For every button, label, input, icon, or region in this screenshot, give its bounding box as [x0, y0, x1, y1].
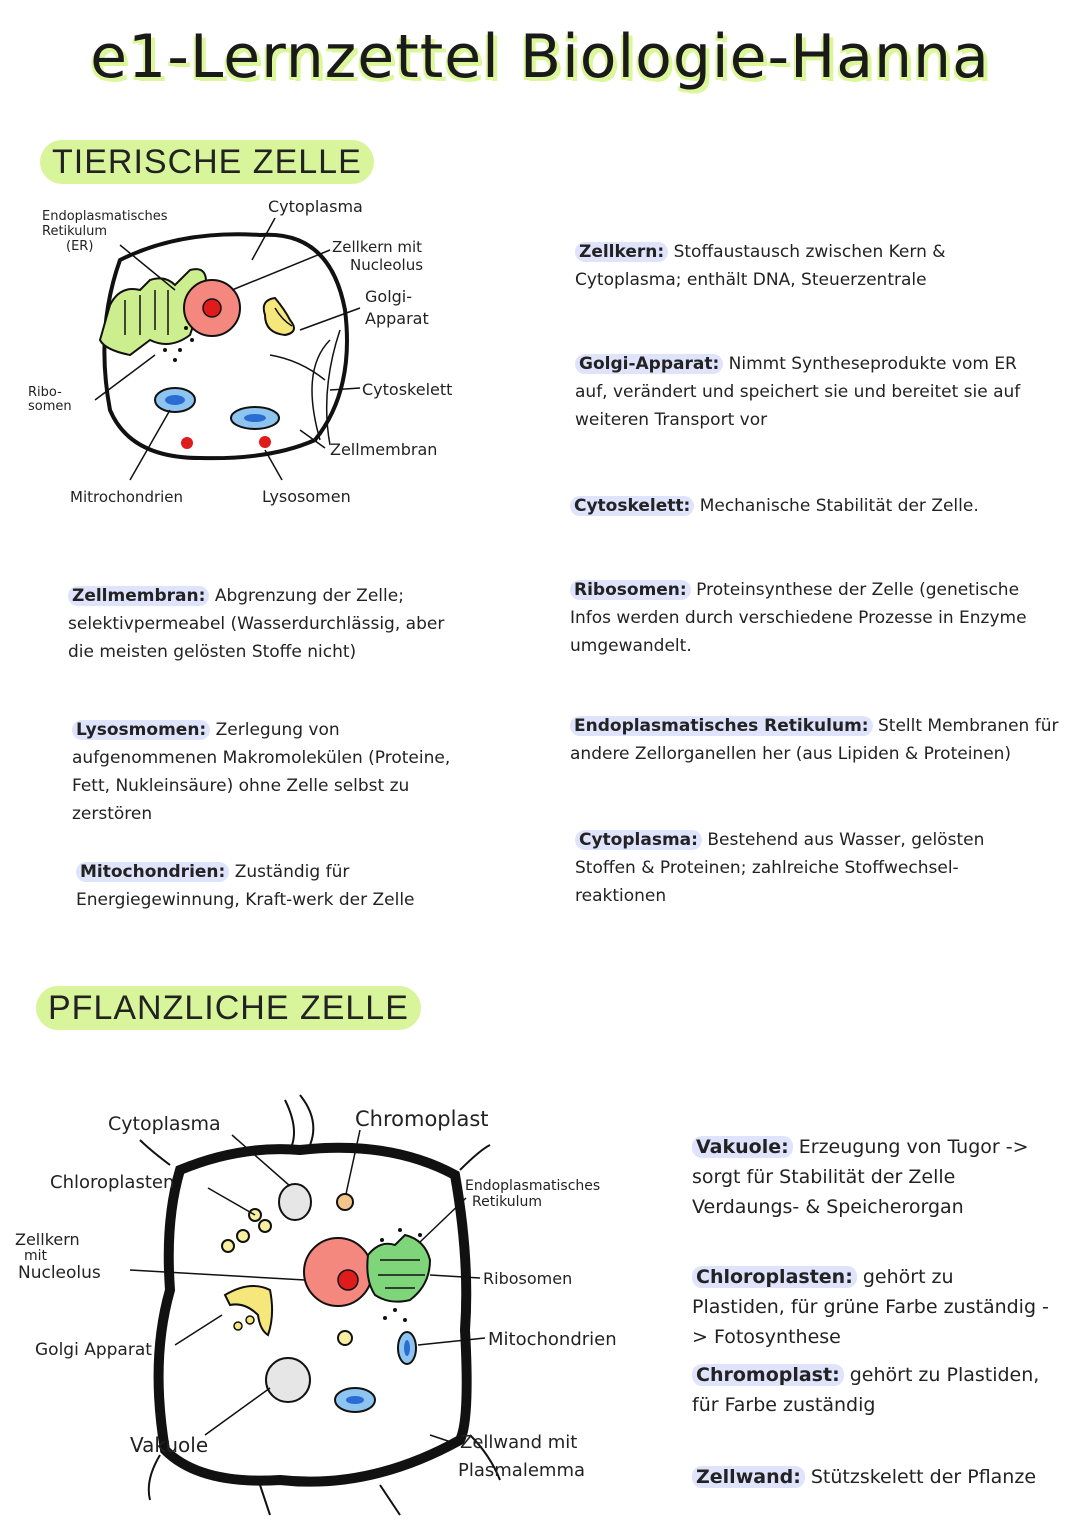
note-zellwand [692, 1462, 1052, 1492]
note-vakuole [692, 1132, 1052, 1222]
text-zellmembran: Abgrenzung der Zelle; selektivpermeabel (Wasserdurchlässig, aber die meisten gelösten Stoffe nicht) [68, 586, 445, 662]
term-zellmembran: Zellmembran: [68, 586, 209, 606]
plant-label-er-2: Retikulum [472, 1194, 543, 1210]
text-cytoskelett: Mechanische Stabilität der Zelle. [699, 496, 979, 516]
term-cytoskelett: Cytoskelett: [570, 496, 694, 516]
page-title: e1-Lernzettel Biologie-Hanna [90, 22, 990, 92]
term-vakuole: Vakuole: [692, 1136, 793, 1158]
plant-vacuole [266, 1358, 310, 1402]
label-zellkern-1: Zellkern mit [332, 238, 423, 256]
plant-label-ribosomen: Ribosomen [483, 1269, 573, 1288]
text-ribosomen: Proteinsynthese der Zelle (genetische Infos werden durch verschiedene Prozesse in Enzyme umgewandelt. [570, 580, 1027, 656]
term-chromoplast: Chromoplast: [692, 1364, 844, 1386]
plant-label-chloroplasten: Chloroplasten [50, 1172, 175, 1193]
label-er-3: (ER) [66, 239, 94, 254]
text-zellwand: Stützskelett der Pflanze [810, 1466, 1037, 1488]
note-golgi [575, 350, 1045, 434]
note-cytoplasma [575, 826, 1045, 910]
plant-label-zellkern-1: Zellkern [15, 1230, 80, 1249]
plant-label-vakuole: Vakuole [130, 1433, 209, 1457]
note-cytoskelett [570, 492, 1040, 520]
plant-label-cytoplasma: Cytoplasma [108, 1113, 221, 1135]
label-er-2: Retikulum [42, 224, 108, 239]
text-zellkern: Stoffaustausch zwischen Kern & Cytoplasma; enthält DNA, Steuerzentrale [575, 242, 946, 290]
term-cytoplasma: Cytoplasma: [575, 830, 702, 850]
animal-cell-diagram [0, 190, 540, 520]
note-chromoplast [692, 1360, 1052, 1420]
note-ribosomen [570, 576, 1060, 660]
lysosome-2 [259, 436, 271, 448]
term-zellkern: Zellkern: [575, 242, 668, 262]
plant-label-zellwand-2: Plasmalemma [458, 1460, 586, 1481]
label-zellkern-2: Nucleolus [350, 256, 424, 274]
plant-label-mitochondrien: Mitochondrien [488, 1329, 617, 1350]
note-zellkern [575, 238, 1045, 294]
term-golgi: Golgi-Apparat: [575, 354, 723, 374]
label-ribo-1: Ribo- [28, 385, 62, 400]
plant-cell-diagram [0, 1090, 680, 1520]
note-zellmembran [68, 582, 468, 666]
plant-label-chromoplast: Chromoplast [355, 1107, 489, 1131]
note-chloroplasten [692, 1262, 1052, 1352]
plant-label-zellkern-2: mit [24, 1248, 48, 1264]
label-golgi-2: Apparat [365, 309, 429, 328]
nucleolus [203, 299, 221, 317]
plant-label-zellwand-1: Zellwand mit [460, 1432, 578, 1453]
vacuole-top [279, 1184, 311, 1220]
text-chromoplast: gehört zu Plastiden, für Farbe zuständig [692, 1364, 1040, 1416]
note-mitochondrien [76, 858, 456, 914]
plant-small-yellow [338, 1331, 352, 1345]
term-ribosomen: Ribosomen: [570, 580, 691, 600]
label-golgi-1: Golgi- [365, 287, 413, 306]
label-lysosomen: Lysosomen [262, 487, 351, 506]
text-vakuole: Erzeugung von Tugor -> sorgt für Stabilität der Zelle Verdaungs- & Speicherorgan [692, 1136, 1029, 1218]
plant-label-golgi: Golgi Apparat [35, 1340, 152, 1360]
plant-nucleus [304, 1238, 372, 1306]
plant-label-er-1: Endoplasmatisches [465, 1178, 601, 1194]
label-cytoplasma: Cytoplasma [268, 197, 363, 216]
note-er [570, 712, 1065, 768]
chromoplast-dot [337, 1194, 353, 1210]
label-cytoskelett: Cytoskelett [362, 380, 453, 399]
text-cytoplasma: Bestehend aus Wasser, gelösten Stoffen & Proteinen; zahlreiche Stoffwechsel-reaktionen [575, 830, 985, 906]
label-ribo-2: somen [28, 399, 72, 414]
plant-cell-wall [159, 1148, 467, 1482]
plant-label-zellkern-3: Nucleolus [18, 1263, 101, 1283]
term-er: Endoplasmatisches Retikulum: [570, 716, 873, 736]
text-mitochondrien: Zuständig für Energiegewinnung, Kraft-werk der Zelle [76, 862, 415, 910]
note-lysosomen [72, 716, 462, 828]
term-chloroplasten: Chloroplasten: [692, 1266, 857, 1288]
label-er-1: Endoplasmatisches [42, 209, 168, 224]
text-er: Stellt Membranen für andere Zellorganellen her (aus Lipiden & Proteinen) [570, 716, 1059, 764]
term-zellwand: Zellwand: [692, 1466, 805, 1488]
text-lysosomen: Zerlegung von aufgenommenen Makromolekülen (Proteine, Fett, Nukleinsäure) ohne Zelle selbst zu zerstören [72, 720, 451, 824]
text-chloroplasten: gehört zu Plastiden, für grüne Farbe zuständig -> Fotosynthese [692, 1266, 1049, 1348]
term-lysosomen: Lysosmomen: [72, 720, 210, 740]
label-mitochondrien: Mitrochondrien [70, 488, 184, 506]
term-mitochondrien: Mitochondrien: [76, 862, 229, 882]
label-zellmembran: Zellmembran [330, 440, 438, 459]
section-heading-animal: TIERISCHE ZELLE [40, 140, 374, 184]
plant-nucleolus [338, 1270, 358, 1290]
section-heading-plant: PFLANZLICHE ZELLE [36, 986, 421, 1030]
text-golgi: Nimmt Syntheseprodukte vom ER auf, verändert und speichert sie und bereitet sie auf weiteren Transport vor [575, 354, 1021, 430]
lysosome-1 [181, 437, 193, 449]
